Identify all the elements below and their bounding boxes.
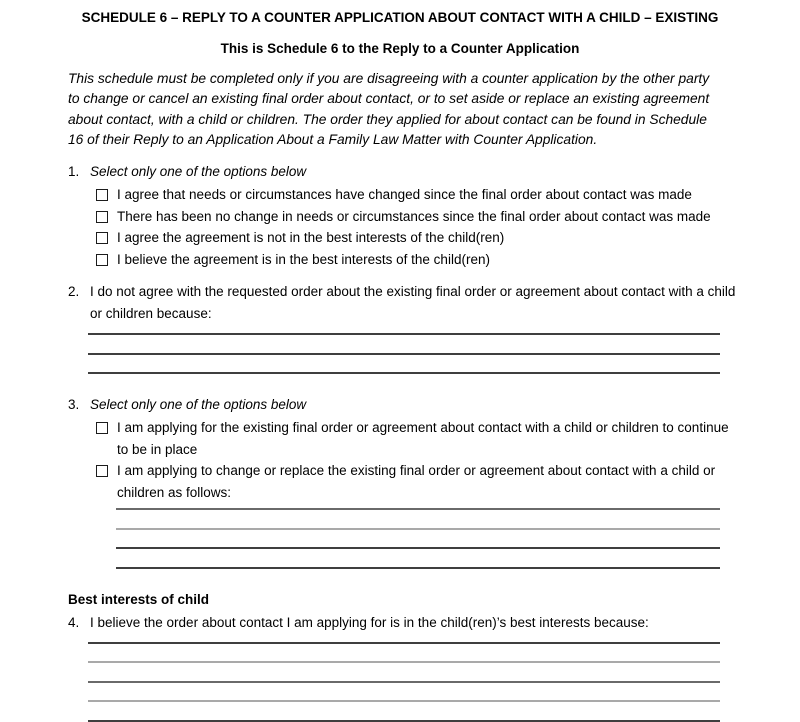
q1-option-3-checkbox-icon[interactable] [96,232,108,244]
question-1-options [96,184,745,270]
q2-write-line-1[interactable] [88,325,720,335]
q1-option-4[interactable] [96,249,745,271]
q3-write-line-1[interactable] [116,503,720,510]
q3-write-line-4[interactable] [116,549,720,569]
question-4-write-in-area [88,633,720,722]
q2-write-line-3[interactable] [88,355,720,375]
q3-option-2[interactable] [96,460,745,503]
best-interests-heading: Best interests of child [68,591,210,607]
question-4-number: 4. [68,614,80,630]
question-3-prompt: Select only one of the options below [90,397,307,413]
q1-option-1-checkbox-icon[interactable] [96,189,108,201]
form-title: SCHEDULE 6 – REPLY TO A COUNTER APPLICATION ABOUT CONTACT WITH A CHILD – EXISTING [81,10,719,25]
question-3-write-in-area [116,503,720,569]
question-2-prompt: I do not agree with the requested order about the existing final order or agreement about contact with a child or children because: [90,284,736,322]
q1-option-2[interactable] [96,206,745,228]
q3-write-line-3[interactable] [116,530,720,550]
q1-option-3[interactable] [96,227,745,249]
question-1-number: 1. [68,164,80,180]
q2-write-line-2[interactable] [88,335,720,355]
q1-option-1[interactable] [96,184,745,206]
q4-write-line-4[interactable] [88,683,720,703]
q4-write-line-5[interactable] [88,702,720,722]
form-subtitle: This is Schedule 6 to the Reply to a Counter Application [220,41,580,56]
q1-option-2-label: There has been no change in needs or circumstances since the final order about contact was made [117,208,711,224]
q1-option-3-label: I agree the agreement is not in the best interests of the child(ren) [117,230,505,246]
q3-option-1[interactable] [96,417,745,460]
question-2 [68,281,745,325]
intro-paragraph: This schedule must be completed only if you are disagreeing with a counter application by the other party to change or cancel an existing final order about contact, or to set aside or replace an existing agreement about contact, with a child or children. The order they applied for about contact can be found in Schedule 16 of their Reply to an Application About a Family Law Matter with Counter Application. [68,71,710,147]
question-4-prompt: I believe the order about contact I am applying for is in the child(ren)’s best interests because: [90,614,649,630]
question-4 [68,613,745,633]
q3-option-2-checkbox-icon[interactable] [96,465,108,477]
q1-option-4-label: I believe the agreement is in the best interests of the child(ren) [117,251,490,267]
question-3-number: 3. [68,397,80,413]
q4-write-line-3[interactable] [88,663,720,683]
q4-write-line-2[interactable] [88,644,720,664]
q1-option-2-checkbox-icon[interactable] [96,211,108,223]
q3-option-1-label: I am applying for the existing final order or agreement about contact with a child or children to continue to be in place [117,420,729,457]
question-1-prompt: Select only one of the options below [90,164,307,180]
q4-write-line-1[interactable] [88,633,720,644]
question-3-options [96,417,745,503]
question-2-number: 2. [68,284,80,300]
question-3 [68,395,745,415]
q1-option-4-checkbox-icon[interactable] [96,254,108,266]
q1-option-1-label: I agree that needs or circumstances have changed since the final order about contact was made [117,187,692,203]
question-2-write-in-area [88,325,720,374]
question-1 [68,162,745,182]
q3-option-1-checkbox-icon[interactable] [96,422,108,434]
q3-option-2-label: I am applying to change or replace the existing final order or agreement about contact with a child or children as follows: [117,463,716,500]
q3-write-line-2[interactable] [116,510,720,530]
